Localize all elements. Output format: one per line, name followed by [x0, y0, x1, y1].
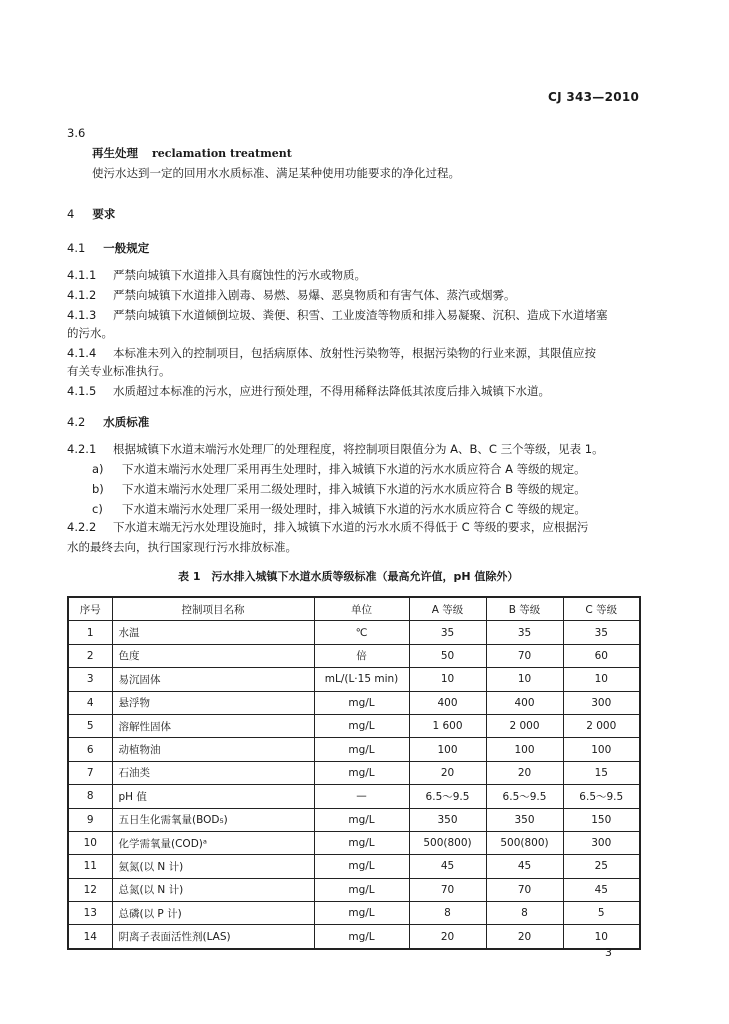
cell-unit: — — [314, 785, 409, 808]
cell-grade-a: 100 — [409, 738, 486, 761]
cell-grade-a: 70 — [409, 878, 486, 901]
cell-grade-a: 400 — [409, 691, 486, 714]
header-unit: 单位 — [314, 597, 409, 621]
cell-item-name: 溶解性固体 — [112, 714, 314, 737]
table-row — [68, 691, 640, 714]
sub-item-label: b) — [92, 482, 104, 496]
table-row — [68, 621, 640, 644]
clause-text: 严禁向城镇下水道排入剧毒、易燃、易爆、恶臭物质和有害气体、蒸汽或烟雾。 — [113, 288, 516, 302]
table-row — [68, 644, 640, 667]
cell-grade-c: 10 — [563, 925, 640, 949]
header-grade-b: B 等级 — [486, 597, 563, 621]
cell-unit: mg/L — [314, 855, 409, 878]
cell-item-name: 总磷(以 P 计) — [112, 902, 314, 925]
cell-item-name: 五日生化需氧量(BOD₅) — [112, 808, 314, 831]
clause-4-1-3 — [67, 308, 608, 322]
cell-grade-b: 70 — [486, 878, 563, 901]
section-4-1-heading — [67, 240, 149, 256]
cell-grade-b: 10 — [486, 668, 563, 691]
cell-grade-c: 5 — [563, 902, 640, 925]
clause-4-1-4 — [67, 346, 596, 360]
sub-item-c — [92, 502, 586, 516]
clause-label: 4.2.1 — [67, 442, 97, 456]
cell-unit: mg/L — [314, 878, 409, 901]
cell-grade-b: 500(800) — [486, 831, 563, 854]
clause-text: 水质超过本标准的污水，应进行预处理，不得用稀释法降低其浓度后排入城镇下水道。 — [113, 384, 550, 398]
section-4-2-title: 水质标准 — [103, 415, 150, 429]
cell-unit: mg/L — [314, 831, 409, 854]
cell-unit: mg/L — [314, 925, 409, 949]
clause-4-1-4-continued: 有关专业标准执行。 — [67, 364, 171, 378]
cell-grade-c: 25 — [563, 855, 640, 878]
header-grade-a: A 等级 — [409, 597, 486, 621]
section-number-3-6: 3.6 — [67, 126, 86, 140]
cell-grade-b: 70 — [486, 644, 563, 667]
sub-item-text: 下水道末端污水处理厂采用二级处理时，排入城镇下水道的污水水质应符合 B 等级的规定。 — [122, 482, 586, 496]
cell-grade-b: 8 — [486, 902, 563, 925]
clause-text: 严禁向城镇下水道排入具有腐蚀性的污水或物质。 — [113, 268, 366, 282]
clause-4-2-2-continued: 水的最终去向，执行国家现行污水排放标准。 — [67, 540, 297, 554]
cell-grade-a: 20 — [409, 925, 486, 949]
cell-serial: 7 — [68, 761, 112, 784]
standard-code: CJ 343—2010 — [548, 90, 640, 104]
table-row — [68, 668, 640, 691]
cell-item-name: 色度 — [112, 644, 314, 667]
section-4-2-heading — [67, 414, 149, 430]
clause-label: 4.1.1 — [67, 268, 97, 282]
cell-grade-c: 35 — [563, 621, 640, 644]
cell-grade-a: 8 — [409, 902, 486, 925]
water-quality-grade-table — [67, 596, 641, 950]
cell-grade-b: 400 — [486, 691, 563, 714]
cell-serial: 10 — [68, 831, 112, 854]
cell-grade-c: 45 — [563, 878, 640, 901]
clause-label: 4.2.2 — [67, 520, 97, 534]
cell-grade-b: 20 — [486, 761, 563, 784]
table-row — [68, 855, 640, 878]
cell-unit: ℃ — [314, 621, 409, 644]
section-4-heading — [67, 206, 115, 222]
clause-label: 4.1.3 — [67, 308, 97, 322]
cell-grade-b: 35 — [486, 621, 563, 644]
cell-unit: mL/(L·15 min) — [314, 668, 409, 691]
cell-item-name: 水温 — [112, 621, 314, 644]
clause-text: 下水道末端无污水处理设施时，排入城镇下水道的污水水质不得低于 C 等级的要求，应根据污 — [113, 520, 589, 534]
cell-serial: 2 — [68, 644, 112, 667]
section-4-1-number: 4.1 — [67, 241, 86, 255]
header-serial: 序号 — [68, 597, 112, 621]
sub-item-b — [92, 482, 586, 496]
sub-item-text: 下水道末端污水处理厂采用再生处理时，排入城镇下水道的污水水质应符合 A 等级的规定。 — [122, 462, 586, 476]
cell-grade-c: 15 — [563, 761, 640, 784]
sub-item-a — [92, 462, 586, 476]
table-row — [68, 878, 640, 901]
cell-grade-b: 45 — [486, 855, 563, 878]
cell-grade-b: 350 — [486, 808, 563, 831]
term-zh: 再生处理 — [92, 146, 138, 160]
table-row — [68, 738, 640, 761]
cell-grade-a: 50 — [409, 644, 486, 667]
table-row — [68, 831, 640, 854]
cell-unit: 倍 — [314, 644, 409, 667]
cell-serial: 5 — [68, 714, 112, 737]
clause-label: 4.1.2 — [67, 288, 97, 302]
section-4-1-title: 一般规定 — [103, 241, 150, 255]
cell-serial: 3 — [68, 668, 112, 691]
header-grade-c: C 等级 — [563, 597, 640, 621]
cell-item-name: 石油类 — [112, 761, 314, 784]
header-item-name: 控制项目名称 — [112, 597, 314, 621]
cell-grade-c: 300 — [563, 691, 640, 714]
cell-grade-c: 60 — [563, 644, 640, 667]
clause-text: 根据城镇下水道末端污水处理厂的处理程度，将控制项目限值分为 A、B、C 三个等级，见表 1。 — [113, 442, 604, 456]
clause-4-1-1 — [67, 268, 366, 282]
cell-grade-c: 100 — [563, 738, 640, 761]
section-4-title: 要求 — [92, 207, 116, 221]
cell-serial: 14 — [68, 925, 112, 949]
cell-item-name: 悬浮物 — [112, 691, 314, 714]
term-en: reclamation treatment — [152, 147, 292, 160]
cell-grade-a: 500(800) — [409, 831, 486, 854]
table-row — [68, 785, 640, 808]
section-4-2-number: 4.2 — [67, 415, 86, 429]
cell-grade-a: 10 — [409, 668, 486, 691]
cell-grade-b: 20 — [486, 925, 563, 949]
cell-unit: mg/L — [314, 808, 409, 831]
cell-grade-c: 6.5～9.5 — [563, 785, 640, 808]
cell-unit: mg/L — [314, 714, 409, 737]
clause-text: 严禁向城镇下水道倾倒垃圾、粪便、积雪、工业废渣等物质和排入易凝聚、沉积、造成下水道堵塞 — [113, 308, 608, 322]
clause-4-1-3-continued: 的污水。 — [67, 326, 113, 340]
cell-serial: 6 — [68, 738, 112, 761]
cell-grade-a: 45 — [409, 855, 486, 878]
clause-4-2-1 — [67, 442, 604, 456]
cell-unit: mg/L — [314, 691, 409, 714]
cell-item-name: 总氮(以 N 计) — [112, 878, 314, 901]
cell-item-name: 动植物油 — [112, 738, 314, 761]
cell-grade-a: 1 600 — [409, 714, 486, 737]
table-row — [68, 808, 640, 831]
page-number: 3 — [605, 946, 612, 959]
clause-4-1-2 — [67, 288, 516, 302]
cell-grade-b: 6.5～9.5 — [486, 785, 563, 808]
cell-grade-a: 6.5～9.5 — [409, 785, 486, 808]
term-heading — [92, 146, 292, 161]
clause-label: 4.1.5 — [67, 384, 97, 398]
clause-text: 本标准未列入的控制项目，包括病原体、放射性污染物等，根据污染物的行业来源，其限值应按 — [113, 346, 596, 360]
cell-grade-b: 100 — [486, 738, 563, 761]
sub-item-label: c) — [92, 502, 103, 516]
cell-item-name: 化学需氧量(COD)ᵃ — [112, 831, 314, 854]
cell-grade-c: 300 — [563, 831, 640, 854]
cell-item-name: 氨氮(以 N 计) — [112, 855, 314, 878]
cell-serial: 12 — [68, 878, 112, 901]
table-header-row — [68, 597, 640, 621]
clause-4-1-5 — [67, 384, 550, 398]
cell-unit: mg/L — [314, 761, 409, 784]
table-row — [68, 714, 640, 737]
cell-item-name: 易沉固体 — [112, 668, 314, 691]
cell-item-name: 阴离子表面活性剂(LAS) — [112, 925, 314, 949]
section-4-number: 4 — [67, 207, 75, 221]
cell-grade-a: 35 — [409, 621, 486, 644]
table-caption: 表 1 污水排入城镇下水道水质等级标准（最高允许值，pH 值除外） — [178, 570, 519, 583]
cell-serial: 8 — [68, 785, 112, 808]
cell-grade-b: 2 000 — [486, 714, 563, 737]
cell-grade-c: 2 000 — [563, 714, 640, 737]
table-row — [68, 761, 640, 784]
sub-item-text: 下水道末端污水处理厂采用一级处理时，排入城镇下水道的污水水质应符合 C 等级的规定。 — [122, 502, 586, 516]
cell-grade-a: 20 — [409, 761, 486, 784]
sub-item-label: a) — [92, 462, 104, 476]
cell-serial: 13 — [68, 902, 112, 925]
cell-serial: 9 — [68, 808, 112, 831]
cell-serial: 1 — [68, 621, 112, 644]
clause-label: 4.1.4 — [67, 346, 97, 360]
term-definition: 使污水达到一定的回用水水质标准、满足某种使用功能要求的净化过程。 — [92, 166, 460, 180]
table-row — [68, 902, 640, 925]
cell-serial: 4 — [68, 691, 112, 714]
cell-grade-a: 350 — [409, 808, 486, 831]
cell-unit: mg/L — [314, 738, 409, 761]
cell-serial: 11 — [68, 855, 112, 878]
table-row — [68, 925, 640, 949]
clause-4-2-2 — [67, 520, 588, 534]
cell-item-name: pH 值 — [112, 785, 314, 808]
cell-unit: mg/L — [314, 902, 409, 925]
cell-grade-c: 150 — [563, 808, 640, 831]
cell-grade-c: 10 — [563, 668, 640, 691]
